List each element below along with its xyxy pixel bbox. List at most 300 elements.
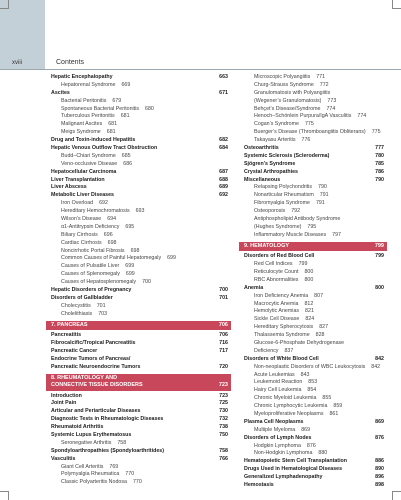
entry-title: Macrocytic Anemia (254, 300, 299, 307)
section-heading (239, 242, 387, 252)
entry-title: Joint Pain (51, 400, 77, 407)
toc-subentry[interactable] (244, 301, 384, 309)
entry-page-number: 880 (318, 450, 328, 457)
toc-subentry[interactable] (244, 90, 384, 98)
entry-title: Glucose-6-Phosphate Dehydrogenase (254, 340, 345, 346)
toc-subentry[interactable] (244, 387, 384, 395)
toc-subentry[interactable] (244, 192, 384, 200)
toc-subentry[interactable] (51, 248, 228, 256)
toc-entry[interactable] (244, 285, 384, 293)
entry-title: Churg-Strauss Syndrome (254, 81, 314, 88)
toc-entry[interactable] (244, 474, 384, 482)
entry-title: Antiphospholipid Antibody Syndrome (254, 216, 341, 223)
toc-entry[interactable] (51, 456, 228, 464)
entry-page-number: 812 (304, 300, 314, 307)
toc-subentry[interactable] (51, 82, 228, 90)
entry-page-number: 890 (375, 466, 384, 473)
entry-title: Hepatorenal Syndrome (61, 81, 116, 88)
entry-page-number: 792 (291, 208, 301, 215)
entry-page-number: 843 (300, 371, 310, 378)
entry-title: Causes of Pulsatile Liver (61, 263, 120, 270)
entry-page-number: 701 (219, 294, 228, 301)
entry-title: Hepatic Disorders of Pregnancy (51, 287, 132, 294)
toc-subentry[interactable] (51, 440, 228, 448)
entry-title: Malignant Ascites (61, 121, 103, 128)
entry-title: Non-Hodgkin Lymphoma (254, 450, 313, 457)
entry-page-number: 758 (219, 447, 228, 454)
entry-title: Ascites (51, 89, 70, 96)
header-rule (0, 69, 401, 70)
toc-subentry[interactable] (244, 98, 384, 106)
toc-entry[interactable] (244, 177, 384, 185)
toc-subentry[interactable] (51, 263, 228, 271)
toc-subentry[interactable] (51, 271, 228, 279)
toc-entry[interactable] (51, 340, 228, 348)
crop-mark (392, 8, 401, 9)
toc-entry[interactable] (51, 332, 228, 340)
entry-title: Chronic Myeloid Leukemia (254, 395, 317, 402)
toc-entry[interactable] (51, 432, 228, 440)
toc-entry[interactable] (244, 482, 384, 490)
toc-entry[interactable] (51, 416, 228, 424)
toc-entry[interactable] (51, 448, 228, 456)
toc-entry[interactable] (51, 137, 228, 145)
entry-page-number: 842 (375, 355, 384, 362)
entry-title: (Hughes Syndrome) (254, 223, 302, 230)
entry-page-number: 800 (375, 284, 384, 291)
entry-title: Microscopic Polyangiitis (254, 74, 311, 80)
entry-title: Bacterial Peritonitis (61, 97, 107, 104)
toc-entry[interactable] (51, 192, 228, 200)
header-color-tab (0, 0, 45, 69)
entry-title: Osteoporosis (254, 208, 286, 215)
toc-subentry[interactable] (244, 372, 384, 380)
entry-title: Crystal Arthropathies (244, 168, 298, 175)
entry-page-number: 717 (219, 347, 228, 354)
crop-mark (0, 491, 9, 492)
entry-page-number: 694 (107, 216, 117, 223)
toc-subentry[interactable] (244, 450, 384, 458)
entry-page-number: 738 (219, 424, 228, 431)
entry-page-number: 681 (106, 129, 116, 136)
entry-title: Polymyalgia Rheumatica (61, 471, 120, 478)
entry-title: Fibromyalgia Syndrome (254, 200, 310, 207)
entry-title: Systemic Sclerosis (Scleroderma) (244, 152, 330, 159)
toc-subentry[interactable] (244, 340, 384, 348)
entry-page-number: 800 (304, 276, 314, 283)
entry-page-number: 770 (132, 479, 142, 486)
entry-title: (Wegener’s Granulomatosis) (254, 97, 322, 104)
entry-page-number: 775 (371, 129, 381, 136)
entry-page-number: 842 (371, 363, 381, 370)
entry-page-number: 800 (304, 268, 314, 275)
entry-title: Meigs Syndrome (61, 129, 101, 136)
entry-page-number: 681 (108, 121, 118, 128)
toc-entry[interactable] (51, 424, 228, 432)
toc-subentry[interactable] (51, 279, 228, 287)
toc-subentry[interactable] (244, 379, 384, 387)
entry-title: Endocrine Tumors of Pancreas/ (51, 355, 131, 362)
toc-entry[interactable] (51, 393, 228, 401)
entry-page-number: 776 (301, 137, 311, 144)
entry-title: Drugs Used in Hematological Diseases (244, 466, 343, 473)
toc-subentry[interactable] (51, 208, 228, 216)
entry-title: Giant Cell Arteritis (61, 463, 104, 470)
toc-entry[interactable] (244, 169, 384, 177)
toc-subentry[interactable] (244, 364, 384, 372)
toc-subentry[interactable] (244, 332, 384, 340)
toc-entry[interactable] (51, 400, 228, 408)
entry-title: Nonarticular Rheumatism (254, 192, 314, 199)
entry-page-number: 898 (375, 482, 384, 489)
toc-entry[interactable] (51, 74, 228, 82)
entry-title: Sickle Cell Disease (254, 316, 300, 323)
entry-title: Cholelithiasis (61, 310, 93, 317)
entry-title: Systemic Lupus Erythematosus (51, 432, 132, 439)
entry-page-number: 828 (315, 332, 325, 339)
entry-page-number: 698 (107, 239, 117, 246)
entry-title: Wilson’s Disease (61, 216, 102, 223)
toc-subentry[interactable] (244, 121, 384, 129)
toc-entry[interactable] (51, 348, 228, 356)
entry-page-number: 773 (327, 97, 337, 104)
crop-mark (8, 491, 9, 500)
toc-entry[interactable] (51, 169, 228, 177)
toc-subentry[interactable] (244, 74, 384, 82)
entry-page-number: 821 (305, 308, 314, 315)
entry-title: Behçet’s Disease/Syndrome (254, 105, 321, 112)
entry-page-number: 663 (219, 74, 228, 80)
entry-page-number: 684 (219, 145, 228, 152)
entry-title: Iron Overload (61, 200, 94, 207)
toc-entry[interactable] (51, 408, 228, 416)
entry-title: RBC Abnormalities (254, 276, 299, 283)
toc-subentry[interactable] (51, 471, 228, 479)
crop-mark (392, 491, 393, 500)
entry-page-number: 692 (99, 200, 108, 207)
entry-title: Cogan’s Syndrome (254, 121, 299, 128)
entry-page-number: 786 (375, 168, 384, 175)
entry-page-number: 685 (121, 152, 131, 159)
entry-title: Plasma Cell Neoplasms (244, 418, 304, 425)
entry-page-number: 855 (322, 395, 332, 402)
entry-page-number: 876 (375, 434, 384, 441)
entry-page-number: 827 (319, 324, 329, 331)
entry-title: Granulomatosis with Polyangiitis (254, 89, 331, 96)
page-header (0, 0, 401, 70)
entry-page-number: 720 (219, 363, 228, 370)
entry-title: Hepatic Venous Outflow Tract Obstruction (51, 145, 158, 152)
toc-subentry[interactable] (51, 216, 228, 224)
toc-entry[interactable] (51, 145, 228, 153)
entry-title: Deficiency (254, 347, 279, 354)
section-title: 8. RHEUMATOLOGY AND (51, 374, 118, 381)
entry-title: Cholecystitis (61, 302, 91, 309)
crop-mark (392, 491, 401, 492)
entry-title: Tuberculous Peritonitis (61, 113, 115, 120)
entry-page-number: 791 (315, 200, 325, 207)
entry-page-number: 758 (117, 439, 127, 446)
entry-page-number: 730 (219, 408, 228, 415)
entry-title: Leukemoid Reaction (254, 379, 303, 386)
toc-subentry[interactable] (244, 269, 384, 277)
toc-subentry[interactable] (51, 240, 228, 248)
section-page-number: 799 (374, 242, 384, 249)
entry-page-number: 679 (112, 97, 122, 104)
entry-title: Seronegative Arthritis (61, 439, 112, 446)
toc-subentry[interactable] (244, 443, 384, 451)
entry-title: Liver Transplantation (51, 176, 105, 183)
toc-subentry[interactable] (244, 137, 384, 145)
toc-entry[interactable] (51, 364, 228, 372)
toc-entry[interactable] (244, 145, 384, 153)
toc-entry[interactable] (51, 356, 228, 364)
entry-title: Noncirrhotic Portal Fibrosis (61, 247, 125, 254)
entry-page-number: 699 (125, 271, 135, 278)
toc-subentry[interactable] (51, 161, 228, 169)
entry-page-number: 869 (375, 418, 384, 425)
toc-subentry[interactable] (51, 255, 228, 263)
entry-page-number: 701 (96, 302, 106, 309)
entry-title: α1-Antitrypsin Deficiency (61, 223, 120, 230)
entry-title: Diagnostic Tests in Rheumatologic Diseases (51, 416, 164, 423)
entry-page-number: 682 (219, 137, 228, 144)
entry-page-number: 699 (167, 255, 176, 262)
entry-page-number: 774 (357, 113, 367, 120)
entry-page-number: 859 (333, 403, 343, 410)
toc-subentry[interactable] (244, 261, 384, 269)
toc-entry[interactable] (244, 253, 384, 261)
toc-subentry[interactable] (51, 121, 228, 129)
entry-page-number: 699 (125, 263, 135, 270)
toc-subentry[interactable] (244, 324, 384, 332)
entry-page-number: 696 (103, 231, 113, 238)
entry-title: Classic Polyarteritis Nodosa (61, 479, 127, 486)
toc-subentry[interactable] (244, 184, 384, 192)
entry-page-number: 703 (98, 310, 108, 317)
entry-page-number: 886 (375, 458, 384, 465)
toc-entry[interactable] (51, 295, 228, 303)
toc-subentry[interactable] (244, 129, 384, 137)
toc-subentry[interactable] (244, 316, 384, 324)
entry-page-number: 766 (219, 455, 228, 462)
entry-page-number: 686 (123, 160, 133, 167)
entry-page-number: 700 (142, 279, 151, 286)
section-title: CONNECTIVE TISSUE DISORDERS (51, 382, 143, 389)
section-heading (46, 374, 231, 391)
entry-page-number: 723 (219, 392, 228, 399)
toc-subentry[interactable] (244, 232, 384, 240)
entry-page-number: 807 (314, 292, 324, 299)
entry-page-number: 837 (284, 347, 294, 354)
toc-entry[interactable] (51, 177, 228, 185)
entry-page-number: 706 (219, 332, 228, 339)
entry-title: Biliary Cirrhosis (61, 231, 98, 238)
toc-entry[interactable] (244, 153, 384, 161)
toc-subentry[interactable] (244, 403, 384, 411)
toc-subentry[interactable] (244, 395, 384, 403)
entry-page-number: 671 (219, 89, 228, 96)
toc-subentry[interactable] (51, 153, 228, 161)
entry-title: Osteoarthritis (244, 145, 279, 152)
toc-entry[interactable] (244, 419, 384, 427)
toc-subentry[interactable] (51, 224, 228, 232)
entry-title: Hemostasis (244, 482, 274, 489)
entry-title: Generalized Lymphadenopathy (244, 474, 323, 481)
toc-entry[interactable] (244, 435, 384, 443)
entry-page-number: 799 (375, 253, 384, 260)
entry-title: Miscellaneous (244, 176, 281, 183)
entry-page-number: 693 (135, 208, 145, 215)
entry-title: Spontaneous Bacterial Peritonitis (61, 105, 140, 112)
entry-title: Fibrocalcific/Tropical Pancreatitis (51, 340, 136, 346)
entry-title: Non-neoplastic Disorders of WBC Leukocytosis (254, 363, 366, 370)
toc-column-right (244, 74, 384, 490)
entry-title: Hodgkin Lymphoma (254, 442, 301, 449)
entry-page-number: 681 (120, 113, 130, 120)
toc-subentry[interactable] (244, 348, 384, 356)
entry-title: Pancreatic Cancer (51, 347, 98, 354)
toc-subentry[interactable] (51, 311, 228, 319)
entry-title: Articular and Periarticular Diseases (51, 408, 141, 415)
entry-title: Causes of Splenomegaly (61, 271, 120, 278)
section-page-number: 706 (218, 321, 228, 328)
entry-page-number: 854 (307, 387, 317, 394)
entry-page-number: 775 (304, 121, 314, 128)
entry-title: Hereditary Spherocytosis (254, 324, 314, 331)
entry-page-number: 680 (145, 105, 154, 112)
entry-title: Takayasu Arteritis (254, 137, 296, 144)
toc-entry[interactable] (51, 90, 228, 98)
entry-title: Multiple Myeloma (254, 426, 296, 433)
entry-page-number: 695 (125, 223, 135, 230)
toc-subentry[interactable] (244, 427, 384, 435)
entry-title: Pancreatic Neuroendocrine Tumors (51, 363, 141, 370)
entry-page-number: 700 (219, 287, 228, 294)
entry-title: Acute Leukemias (254, 371, 295, 378)
entry-title: Vasculitis (51, 455, 76, 462)
entry-page-number: 791 (319, 192, 329, 199)
entry-page-number: 780 (375, 152, 384, 159)
toc-subentry[interactable] (244, 308, 384, 316)
entry-title: Anemia (244, 284, 264, 291)
entry-title: Introduction (51, 392, 82, 399)
entry-title: Metabolic Liver Diseases (51, 192, 115, 199)
entry-title: Hemolytic Anemias (254, 308, 300, 315)
toc-entry[interactable] (244, 356, 384, 364)
entry-page-number: 797 (332, 231, 341, 238)
entry-title: Disorders of White Blood Cell (244, 355, 319, 362)
toc-subentry[interactable] (244, 208, 384, 216)
toc-subentry[interactable] (51, 200, 228, 208)
entry-title: Reticulocyte Count (254, 268, 299, 275)
entry-title: Disorders of Lymph Nodes (244, 434, 312, 441)
entry-title: Myeloproliferative Neoplasms (254, 411, 324, 418)
entry-page-number: 795 (307, 223, 317, 230)
toc-subentry[interactable] (244, 277, 384, 285)
entry-title: Drug and Toxin-induced Hepatitis (51, 137, 136, 144)
entry-page-number: 772 (319, 81, 329, 88)
entry-title: Spondyloarthropathies (Spondyloarthritides) (51, 447, 165, 454)
entry-title: Rheumatoid Arthritis (51, 424, 104, 431)
toc-subentry[interactable] (51, 303, 228, 311)
toc-subentry[interactable] (244, 293, 384, 301)
entry-page-number: 853 (308, 379, 318, 386)
toc-entry[interactable] (51, 287, 228, 295)
entry-title: Budd–Chiari Syndrome (61, 152, 116, 159)
entry-title: Hereditary Hemochromatosis (61, 208, 130, 215)
entry-page-number: 861 (329, 411, 339, 418)
entry-title: Chronic Lymphocytic Leukemia (254, 403, 328, 410)
toc-subentry[interactable] (244, 106, 384, 114)
section-heading (46, 321, 231, 331)
crop-mark (0, 8, 9, 9)
entry-page-number: 692 (219, 192, 228, 199)
entry-page-number: 698 (130, 247, 140, 254)
toc-subentry[interactable] (244, 82, 384, 90)
page-title: Contents (56, 59, 85, 66)
toc-subentry[interactable] (244, 200, 384, 208)
entry-page-number: 799 (298, 261, 308, 268)
section-title: 9. HEMATOLOGY (244, 242, 290, 249)
entry-page-number: 732 (219, 416, 228, 423)
entry-title: Henoch–Schönlein Purpura/IgA Vasculitis (254, 113, 352, 120)
toc-subentry[interactable] (51, 464, 228, 472)
toc-entry[interactable] (244, 466, 384, 474)
entry-page-number: 716 (219, 340, 228, 346)
entry-page-number: 824 (305, 316, 315, 323)
entry-title: Relapsing Polychondritis (254, 184, 313, 191)
toc-subentry[interactable] (244, 224, 384, 232)
entry-title: Inflammatory Muscle Diseases (254, 231, 327, 238)
entry-page-number: 876 (306, 442, 316, 449)
entry-title: Red Cell Indices (254, 261, 293, 268)
entry-title: Pancreatitis (51, 332, 82, 339)
toc-entry[interactable] (244, 161, 384, 169)
toc-subentry[interactable] (244, 411, 384, 419)
toc-column-left (51, 74, 228, 487)
toc-subentry[interactable] (51, 106, 228, 114)
toc-subentry[interactable] (51, 113, 228, 121)
toc-subentry[interactable] (244, 113, 384, 121)
entry-title: Veno-occlusive Disease (61, 160, 118, 167)
entry-page-number: 869 (301, 426, 311, 433)
entry-page-number: 669 (121, 81, 131, 88)
entry-title: Common Causes of Painful Hepatomegaly (61, 255, 162, 262)
entry-title: Cardiac Cirrhosis (61, 239, 102, 246)
toc-subentry[interactable] (51, 479, 228, 487)
toc-subentry[interactable] (244, 216, 384, 224)
entry-page-number: 725 (219, 400, 228, 407)
entry-page-number: 750 (219, 432, 228, 439)
entry-page-number: 770 (125, 471, 135, 478)
entry-title: Thalassemia Syndrome (254, 332, 310, 339)
entry-page-number: 790 (375, 176, 384, 183)
entry-title: Causes of Hepatosplenomegaly (61, 279, 137, 286)
entry-title: Buerger’s Disease (Thromboangiitis Obliterans) (254, 129, 366, 136)
entry-title: Hepatic Encephalopathy (51, 74, 113, 80)
toc-subentry[interactable] (51, 232, 228, 240)
entry-page-number: 688 (219, 176, 228, 183)
toc-subentry[interactable] (51, 129, 228, 137)
toc-entry[interactable] (51, 184, 228, 192)
entry-page-number: 687 (219, 168, 228, 175)
entry-title: Disorders of Red Blood Cell (244, 253, 315, 260)
section-title: 7. PANCREAS (51, 321, 88, 328)
toc-subentry[interactable] (51, 98, 228, 106)
toc-entry[interactable] (244, 458, 384, 466)
entry-page-number: 769 (109, 463, 119, 470)
